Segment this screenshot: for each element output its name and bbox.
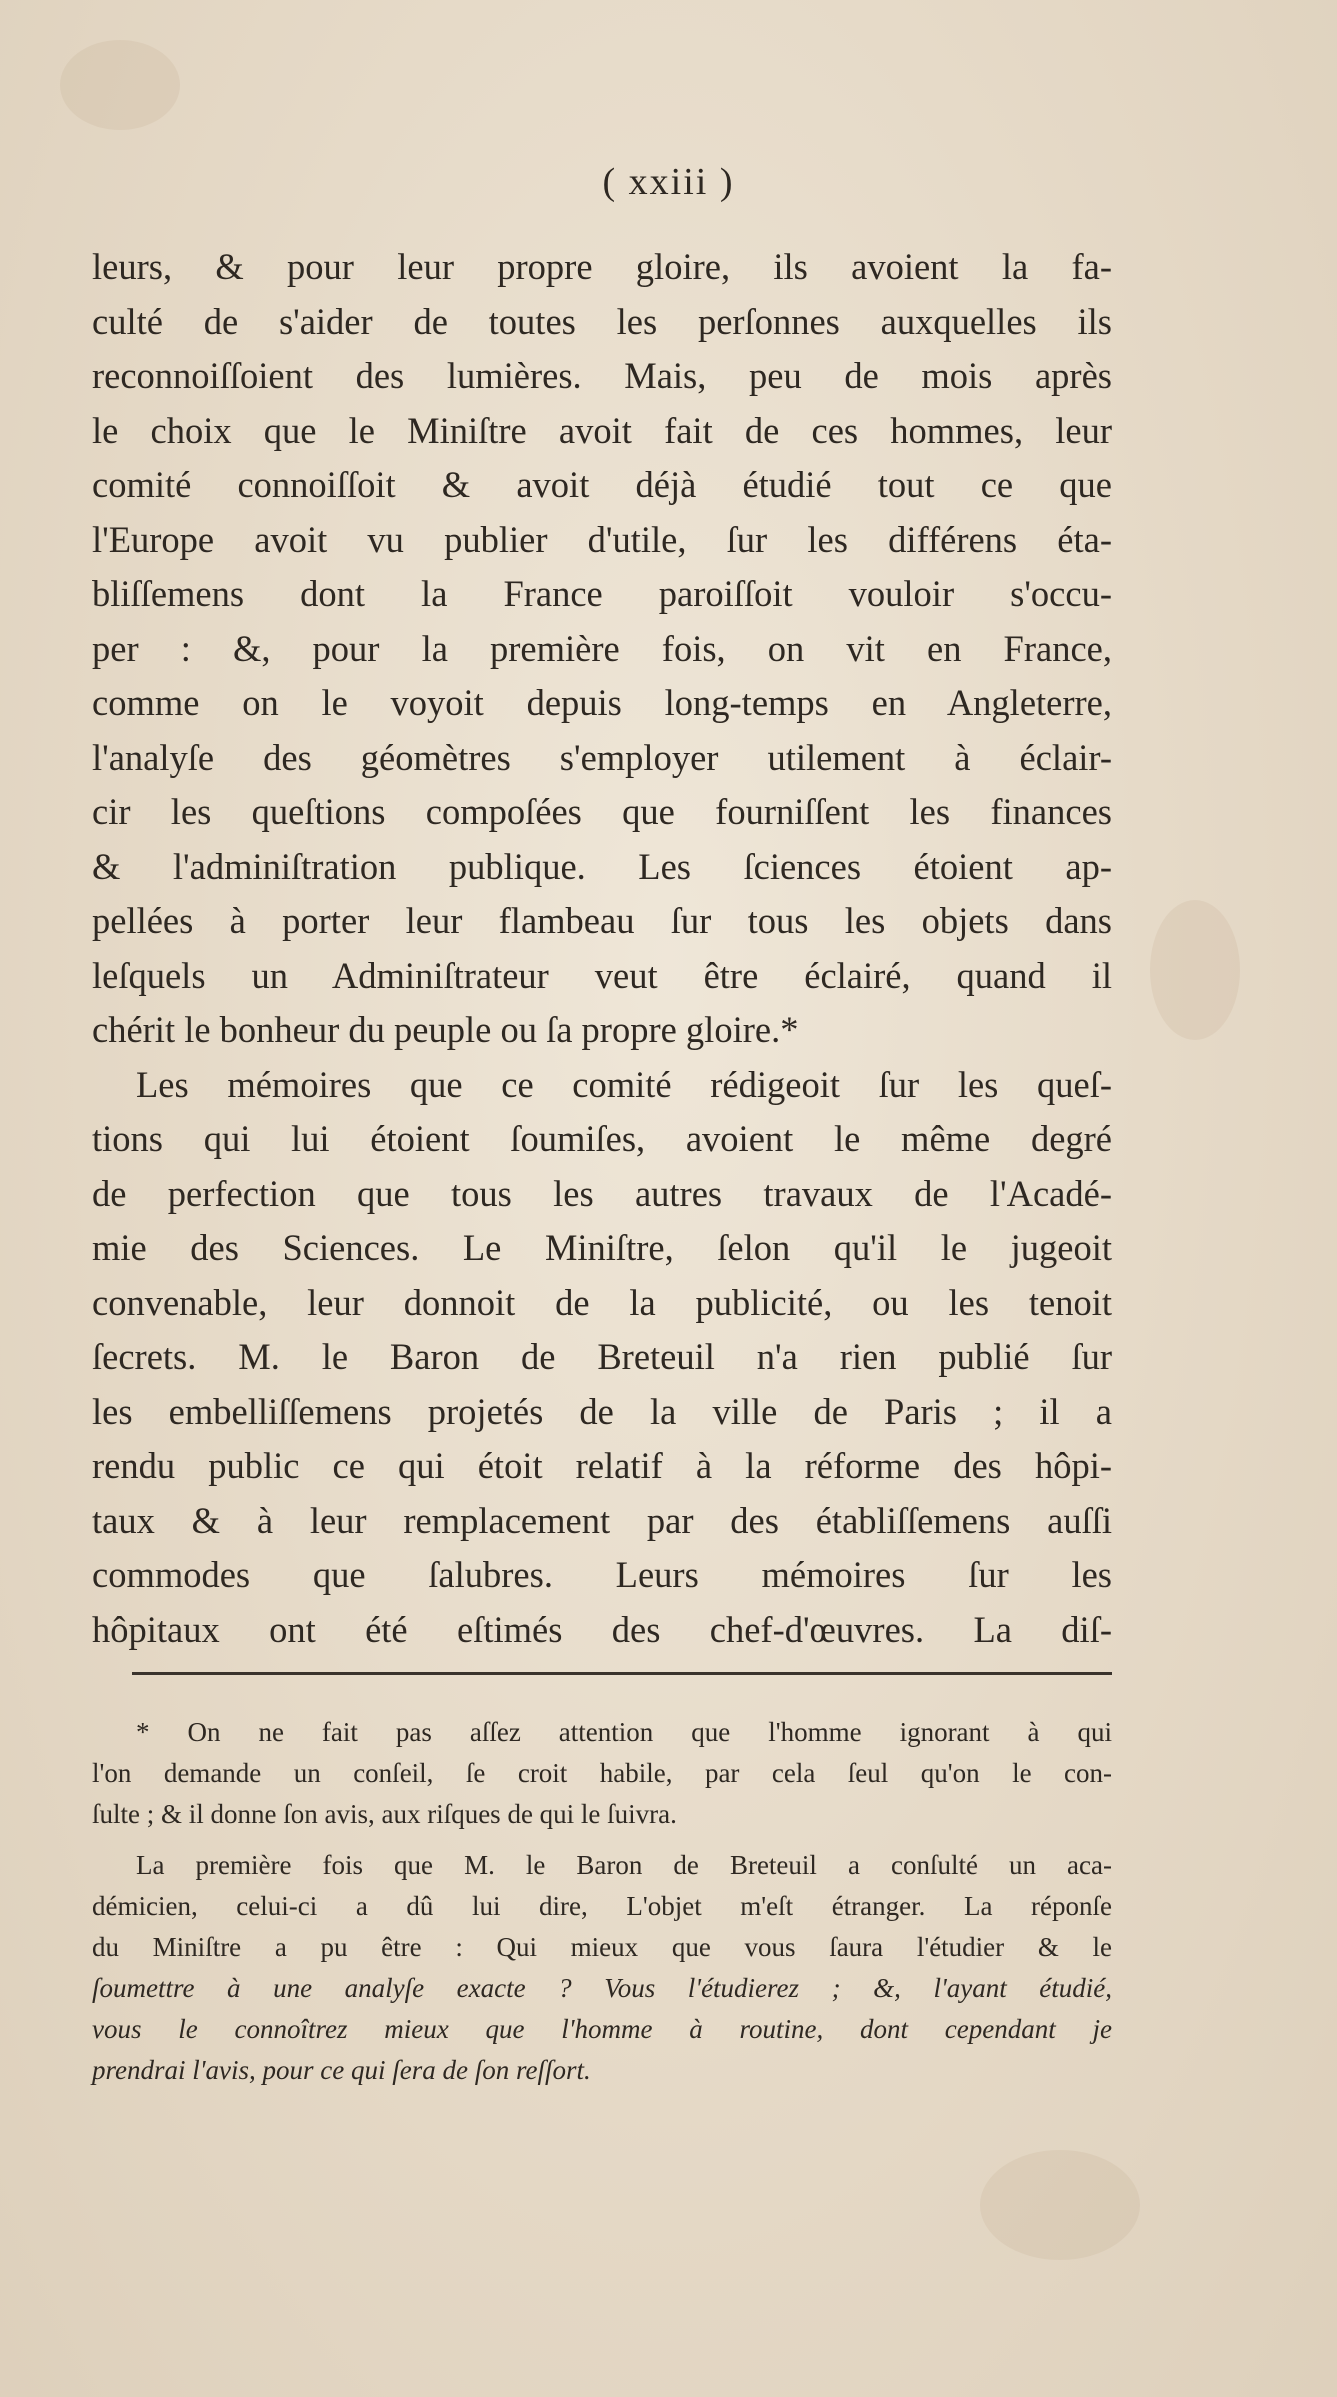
text-line: ſecrets. M. le Baron de Breteuil n'a rien publié ſur: [92, 1336, 1112, 1377]
text-line: l'analyſe des géomètres s'employer utilement à éclair-: [92, 736, 1112, 778]
footnote-line: * On ne fait pas aſſez attention que l'homme ignorant à qui: [136, 1717, 1112, 1747]
text-line: le choix que le Miniſtre avoit fait de ces hommes, leur: [92, 409, 1112, 451]
footnote-line: La première fois que M. le Baron de Breteuil a conſulté un aca-: [136, 1850, 1112, 1880]
text-line: reconnoiſſoient des lumières. Mais, peu de mois après: [92, 355, 1112, 396]
footnote-line: ſulte ; & il donne ſon avis, aux riſques de qui le ſuivra.: [92, 1799, 677, 1829]
footnote-line: ſoumettre à une analyſe exacte ? Vous l'étudierez ; &, l'ayant étudié,: [92, 1973, 1112, 2003]
text-line: tions qui lui étoient ſoumiſes, avoient le même degré: [92, 1118, 1112, 1159]
footnote-line: du Miniſtre a pu être : Qui mieux que vous ſaura l'étudier & le: [92, 1932, 1112, 1962]
text-line: mie des Sciences. Le Miniſtre, ſelon qu'il le jugeoit: [92, 1227, 1112, 1268]
text-line: commodes que ſalubres. Leurs mémoires ſur les: [92, 1554, 1112, 1595]
text-line: chérit le bonheur du peuple ou ſa propre gloire.*: [92, 1009, 799, 1050]
text-line: leſquels un Adminiſtrateur veut être éclairé, quand il: [92, 954, 1112, 996]
footnote-rule: [132, 1672, 1112, 1675]
text-line: de perfection que tous les autres travaux de l'Acadé-: [92, 1172, 1112, 1214]
text-line: rendu public ce qui étoit relatif à la réforme des hôpi-: [92, 1445, 1112, 1486]
text-line: bliſſemens dont la France paroiſſoit vouloir s'occu-: [92, 573, 1112, 614]
text-line: & l'adminiſtration publique. Les ſciences étoient ap-: [92, 845, 1112, 887]
body-text: [92, 240, 1112, 1657]
text-line: culté de s'aider de toutes les perſonnes auxquelles ils: [92, 300, 1112, 342]
text-line: taux & à leur remplacement par des établiſſemens auſſi: [92, 1499, 1112, 1541]
text-line: cir les queſtions compoſées que fourniſſent les finances: [92, 791, 1112, 832]
text-line: hôpitaux ont été eſtimés des chef-d'œuvres. La diſ-: [92, 1608, 1112, 1650]
text-line: les embelliſſemens projetés de la ville de Paris ; il a: [92, 1390, 1112, 1432]
footnote-line: l'on demande un conſeil, ſe croit habile, par cela ſeul qu'on le con-: [92, 1758, 1112, 1788]
text-line: comité connoiſſoit & avoit déjà étudié tout ce que: [92, 464, 1112, 505]
text-line: leurs, & pour leur propre gloire, ils avoient la fa-: [92, 246, 1112, 287]
page-number: ( xxiii ): [602, 161, 735, 203]
text-line: pellées à porter leur flambeau ſur tous les objets dans: [92, 900, 1112, 941]
text-line: per : &, pour la première fois, on vit en France,: [92, 627, 1112, 669]
paper-stain: [60, 40, 180, 130]
footnote-line: prendrai l'avis, pour ce qui ſera de ſon reſſort.: [92, 2055, 591, 2085]
paragraph-start: Les mémoires que ce comité rédigeoit ſur les queſ-: [136, 1063, 1112, 1105]
paper-stain: [1150, 900, 1240, 1040]
text-line: convenable, leur donnoit de la publicité, ou les tenoit: [92, 1281, 1112, 1323]
footnote: [92, 1712, 1112, 2091]
footnote-line: démicien, celui-ci a dû lui dire, L'objet m'eſt étranger. La réponſe: [92, 1891, 1112, 1921]
footnote-line: vous le connoîtrez mieux que l'homme à routine, dont cependant je: [92, 2014, 1112, 2044]
text-line: comme on le voyoit depuis long-temps en Angleterre,: [92, 682, 1112, 723]
paper-stain: [980, 2150, 1140, 2260]
text-line: l'Europe avoit vu publier d'utile, ſur les différens éta-: [92, 518, 1112, 560]
